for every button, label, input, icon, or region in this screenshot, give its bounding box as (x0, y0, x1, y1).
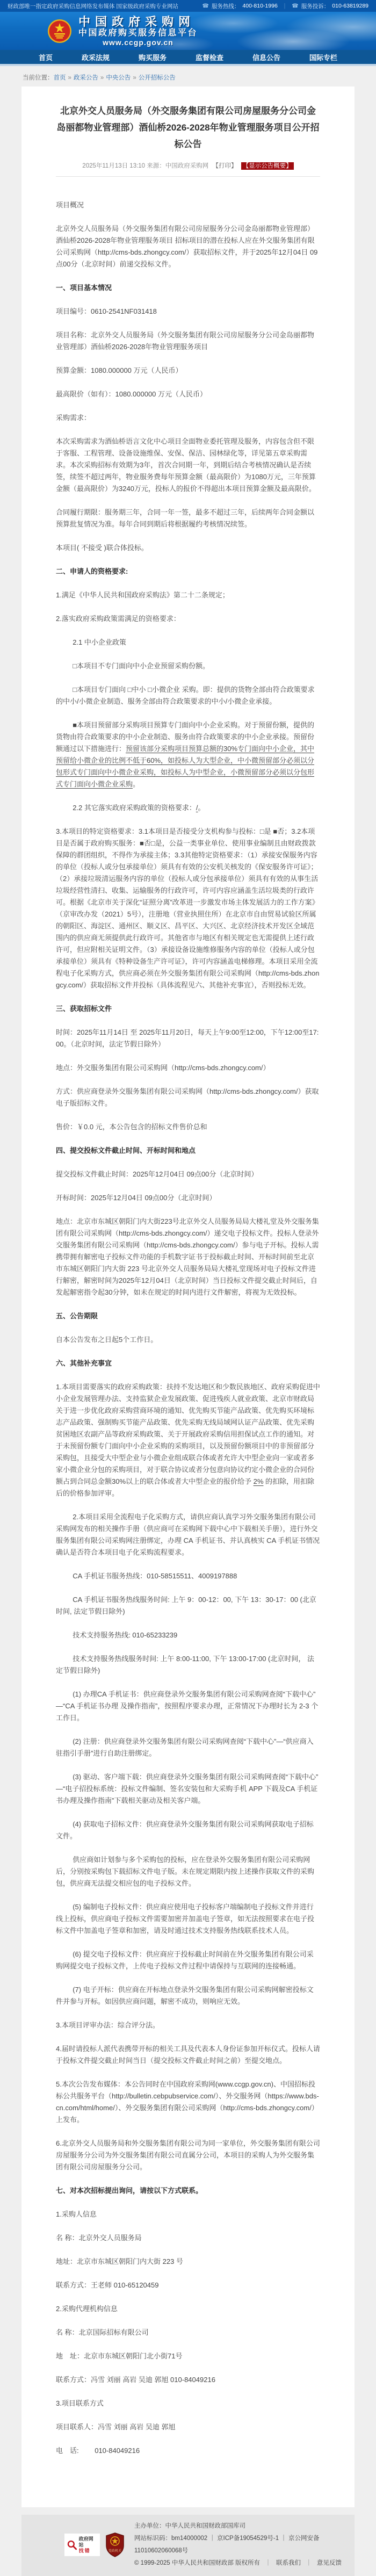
paragraph: 技术支持服务热线服务时间: 上午 8:00-11:00, 下午 13:00-17:00 (北京时间， 法定节假日除外) (56, 1655, 315, 1675)
section-heading: 三、获取招标文件 (56, 1005, 112, 1013)
main-nav (0, 50, 376, 64)
print-button[interactable]: 【打印】 (212, 163, 237, 169)
paragraph: 开标时间：2025年12月04日 09点00分（北京时间） (56, 1194, 216, 1202)
paragraph: (1) 办理CA 手机证书：供应商登录外交服务集团有限公司采购网查阅“下载中心”—“CA 手机证书办理 及操作指南”，按照程序要求办理，正常情况下办理时长为 2-3 个工作日。 (56, 1690, 319, 1722)
paragraph: 3.本项目评审办法：综合评分法。 (56, 2021, 160, 2029)
paragraph: (5) 编制电子投标文件：供应商应使用电子投标客户端编制电子投标文件并进行线上投标，供应商电子投标文件需要加密并加盖电子签章，如无法按照要求在电子投标文件中加盖电子签章和加密，请及时通过技术支持服务热线联系技术人员。 (56, 1903, 315, 1935)
nav-item-2[interactable]: 购买服务 (138, 53, 167, 62)
paragraph: 项目编号：0610-2541NF031418 (56, 307, 157, 315)
contact-us-link[interactable]: 联系我们 (276, 2560, 301, 2566)
section-heading: 一、项目基本情况 (56, 284, 112, 292)
site-banner (0, 12, 376, 50)
nav-item-0[interactable]: 首页 (39, 53, 53, 62)
breadcrumb-links (54, 75, 176, 81)
paragraph: 方式：供应商登录外交服务集团有限公司采购网（http://cms-bds.zhongcy.com/）获取电子版招标文件。 (56, 1087, 319, 1107)
hotline-number: 400-810-1996 (242, 3, 278, 9)
paragraph: 技术支持服务热线: 010-65233239 (73, 1631, 178, 1639)
announcement-card (21, 86, 355, 2507)
paragraph: 地 址：北京市东城区朝阳门北小街71号 (56, 2352, 183, 2360)
paragraph: 2.本项目采用全流程电子化采购方式，请供应商认真学习外交服务集团有限公司采购网发布的相关操作手册（供应商可在采购网下载中心中下载相关手册），进行外交服务集团有限公司采购网注册绑定，办理 CA 手机证书、并认真核实 CA 手机证书情况确认是否符合本项目电子化采购流程要求。 (56, 1513, 320, 1556)
site-slogan: 财政部唯一指定政府采购信息网络发布媒体 国家级政府采购专业网站 (8, 3, 178, 10)
footer-site-codes: 网站标识码：bm14000002 ｜ 京ICP备19054529号-1 ｜ 京公网安备11010602060068号 (134, 2535, 320, 2554)
paragraph: 1.采购人信息 (56, 2210, 97, 2218)
paragraph: 售价：￥0.0 元，本公告包含的招标文件售价总和 (56, 1123, 207, 1131)
paragraph: (4) 获取电子招标文件：供应商登录外交服务集团有限公司采购网获取电子招标文件。 (56, 1820, 314, 1840)
breadcrumb-separator: » (68, 75, 71, 81)
paragraph: 地点：外交服务集团有限公司采购网（http://cms-bds.zhongcy.com/） (56, 1064, 270, 1072)
paragraph: 采购需求： (56, 414, 91, 422)
paragraph: 本次采购需求为酒仙桥语言文化中心项目全面物业委托管理及服务，内容包含但不限于客服、工程管理、设备设施维保、安保、保洁、园林绿化等，详见第五章采购需求。本次采购招标有效期为3年，首次合同期一年，到期后结合考核情况确认是否续签，续签不超过两年，物业服务费每年预算金额（最高限价）为1080万元，三年预算金额（最高限价）为3240万元，投标人的报价不得超出本项目预算金额及最高限价。 (56, 437, 316, 493)
breadcrumb (23, 73, 353, 82)
nav-item-5[interactable]: 国际专栏 (309, 53, 337, 62)
breadcrumb-separator: » (100, 75, 104, 81)
divider: ｜ (306, 2560, 312, 2566)
section-heading: 五、公告期限 (56, 1312, 98, 1320)
nav-strip (0, 64, 376, 66)
hotline-label: 服务热线： (211, 3, 240, 10)
paragraph: 2.1 中小企业政策 (73, 638, 126, 646)
breadcrumb-item-2[interactable]: 中央公告 (106, 75, 131, 81)
complaint-label: 服务投诉： (301, 3, 330, 10)
breadcrumb-label: 当前位置： (23, 75, 54, 81)
paragraph: (6) 提交电子投标文件：供应商应于投标截止时间前在外交服务集团有限公司采购网提交电子投标文件，上传电子投标文件过程中请保持与互联网的连接畅通。 (56, 1950, 314, 1970)
paragraph: CA 手机证书服务热线服务时间: 上午 9：00-12：00, 下午 13：30-17：00 (北京 时间, 法定节假日除外) (56, 1596, 316, 1615)
article-meta (56, 161, 320, 170)
paragraph: 6.北京外交人员服务局和外交服务集团有限公司为同一家单位，外交服务集团有限公司房屋服务分公司为外交服务集团有限公司直属分公司，本项目的采购人为外交服务集团有限公司房屋服务分公司。 (56, 2139, 320, 2171)
paragraph: 地址：北京市东城区朝阳门内大街 223 号 (56, 2257, 183, 2265)
site-subtitle: 中国政府购买服务信息平台 (78, 28, 198, 38)
page-footer (21, 2515, 355, 2576)
nav-item-1[interactable]: 政采法规 (81, 53, 110, 62)
breadcrumb-item-1[interactable]: 政采公告 (73, 75, 98, 81)
site-url: www.ccgp.gov.cn (103, 38, 173, 47)
paragraph: 名 称：北京外交人员服务局 (56, 2234, 142, 2242)
top-bar (0, 0, 376, 12)
nav-item-4[interactable]: 信息公告 (252, 53, 280, 62)
breadcrumb-item-3[interactable]: 公开招标公告 (138, 75, 176, 81)
paragraph: 最高限价（如有）：1080.000000 万元（人民币） (56, 390, 207, 398)
magnifier-icon (67, 2539, 77, 2550)
paragraph: 3.本项目的特定资格要求：3.1本项目是否接受分支机构参与投标：□是 ■否；3.2本项目是否属于政府购买服务：■否□是，公益一类事业单位、使用事业编制且由财政拨款保障的群团组织，不得作为承接主体；3.3其他特定资格要求：（1）承接安保服务内容的单位（投标人或分包承接单位）须具有有效的公安机关核发的《保安服务许可证》；（2）承接垃圾清运服务内容的单位（投标人或分包承接单位）须具有有效的从事生活垃圾经营性清扫、收集、运输服务的行政许可，许可内容应涵盖生活垃圾类的行政许可。根据《北京市关于深化“证照分离”改革进一步激发市场主体发展活力的工作方案》（京审改办发（2021）5号），注册地（营业执照住所）在北京市自由贸易试验区所属的朝阳区、海淀区、通州区、顺义区、昌平区、大兴区、北京经济技术开发区全域范围内的供应商无须提供此行政许可。其他省市与地区有相关规定也无需提供上述行政许可，但应附相关证明文件。（3）承接设备设施维修服务内容的单位（投标人或分包承接单位）须具有《特种设备生产许可证》，许可内容涵盖电梯修理。本项目采用全流程电子化采购方式，供应商必须在外交服务集团有限公司采购网（http://cms-bds.zhongcy.com/）获取招标文件并投标（具体流程见六、其他补充事宜），否则投标无效。 (56, 827, 320, 989)
site-error-report-badge[interactable] (64, 2534, 100, 2556)
section-heading: 二、申请人的资格要求: (56, 567, 128, 575)
section-heading: 四、提交投标文件截止时间、开标时间和地点 (56, 1146, 196, 1154)
paragraph: 北京外交人员服务局（外交服务集团有限公司房屋服务分公司金岛丽都物业管理部）酒仙桥2026-2028年物业管理服务项目 招标项目的潜在投标人应在外交服务集团有限公司采购网（http://cms-bds.zhongcy.com/）获取招标文件，并于2025年12月04日 09点00分（北京时间）前递交投标文件。 (56, 225, 318, 268)
divider: ｜ (281, 3, 288, 10)
breadcrumb-item-0[interactable]: 首页 (53, 75, 66, 81)
footer-copyright-row (134, 2557, 355, 2570)
paragraph: (3) 驱动、客户端下载：供应商登录外交服务集团有限公司采购网查阅“下载中心”—“电子招投标系统：投标文件编制、签名安装包和大采购手机 APP 下载及CA 手机证书办理及操作指南”下载相关驱动及相关客户端。 (56, 1773, 319, 1805)
paragraph: 时间：2025年11月14日 至 2025年11月20日，每天上午9:00至12:00，下午12:00至17:00。（北京时间，法定节假日除外） (56, 1028, 319, 1048)
footer-text (134, 2520, 355, 2570)
publish-datetime: 2025年11月13日 13:10 (82, 163, 146, 169)
complaint-number: 010-63819289 (332, 3, 368, 9)
section-heading: 六、其他补充事宜 (56, 1359, 112, 1367)
paragraph: □本项目专门面向 □中小 □小微企业 采购。即：提供的货物全部由符合政策要求的中小/小微企业制造、服务全部由符合政策要求的中小/小微企业承接。 (56, 686, 315, 705)
site-name: 中国政府采购网 (78, 15, 196, 28)
section-heading: 七、对本次招标提出询问，请按以下方式联系。 (56, 2187, 203, 2195)
show-summary-button[interactable]: 【显示公告概要】 (241, 162, 294, 170)
paragraph: 2.采购代理机构信息 (56, 2305, 118, 2313)
feedback-link[interactable]: 意见反馈 (316, 2560, 342, 2566)
paragraph: 4.届时请投标人派代表携带开标的相关工具及代表本人身份证参加开标仪式。投标人请于投标文件提交截止时间当日（提交投标文件截止时间之前）至提交地点。 (56, 2045, 320, 2065)
badge-text-2: 找错 (78, 2548, 91, 2553)
shield-label: 党政机关 (108, 2550, 122, 2553)
paragraph: 名 称：北京国际招标有限公司 (56, 2328, 149, 2336)
paragraph: 提交投标文件截止时间：2025年12月04日 09点00分（北京时间） (56, 1170, 258, 1178)
national-emblem-icon (47, 19, 72, 44)
paragraph: 2.2 其它落实政府采购政策的资格要求：/。 (73, 804, 205, 812)
paragraph: ■本项目预留部分采购项目预算专门面向中小企业采购。对于预留份额，提供的货物由符合政策要求的中小企业制造、服务由符合政策要求的中小企业承接。预留份额通过以下措施进行：预留该部分采购项目预算总额的30%专门面向中小企业，其中预留给小微企业的比例不低于60%，如投标人为大型企业，中小微预留部分必须以分包形式专门面向中小微企业采购，如投标人为中型企业，小微预留部分必须以分包形式专门面向小微企业采购。 (56, 721, 315, 788)
paragraph: 供应商如计划参与多个采购包的投标，应在登录外交服务集团有限公司采购网后，分别按采购包下载招标文件电子版。未在规定期限内按上述操作获取文件的采购包，供应商无法提交相应包的电子投标文件。 (56, 1856, 315, 1887)
page-title: 北京外交人员服务局（外交服务集团有限公司房屋服务分公司金岛丽都物业管理部）酒仙桥2026-2028年物业管理服务项目公开招标公告 (56, 106, 320, 149)
breadcrumb-separator: » (133, 75, 136, 81)
paragraph: 自本公告发布之日起5个工作日。 (56, 1336, 158, 1344)
footer-organizer: 主办单位：中华人民共和国财政部国库司 (134, 2523, 245, 2529)
paragraph: 5.本次公告发布媒体：本公告同时在中国政府采购网(www.ccgp.gov.cn)、中国招标投标公共服务平台（http://bulletin.cebpubservice.com/）、外交服务网（https://www.bds-cn.com/html/home/）、外交服务集团有限公司采购网（http://cms-bds.zhongcy.com/）上发布。 (56, 2080, 319, 2124)
paragraph: 1.满足《中华人民共和国政府采购法》第二十二条规定； (56, 591, 229, 599)
paragraph: 预算金额：1080.000000 万元（人民币） (56, 366, 183, 374)
paragraph: (2) 注册：供应商登录外交服务集团有限公司采购网查阅“下载中心”—“供应商入驻指引手册”进行自助注册绑定。 (56, 1737, 314, 1757)
footer-badges (64, 2532, 125, 2557)
badge-text-1: 政府网站 (78, 2536, 93, 2548)
article-body (56, 180, 320, 2457)
paragraph: 合同履行期限：服务期三年，合同一年一签，最多不超过三年，后续两年合同金额以预算批复情况为准。每年合同到期后将根据履约考核情况续签。 (56, 508, 315, 528)
divider: ｜ (265, 2560, 271, 2566)
phone-icon: ☎ (202, 3, 209, 9)
paragraph: CA 手机证书服务热线：010-58515511、4009197888 (73, 1572, 237, 1580)
paragraph: 电 话: 010-84049216 (56, 2447, 140, 2455)
paragraph: 本项目( 不接受 )联合体投标。 (56, 544, 148, 552)
paragraph: 3.项目联系方式 (56, 2399, 104, 2407)
paragraph: (7) 电子开标：供应商在开标地点登录外交服务集团有限公司采购网解密投标文件并参与开标。如因供应商问题，解密不成功，则响应无效。 (56, 1986, 314, 2005)
article-source: 来源：中国政府采购网 (147, 163, 209, 169)
paragraph: 联系方式：冯雪 刘丽 高岩 吴迪 郭旭 010-84049216 (56, 2376, 215, 2384)
paragraph: 项目名称：北京外交人员服务局（外交服务集团有限公司房屋服务分公司金岛丽都物业管理部）酒仙桥2026-2028年物业管理服务项目 (56, 331, 315, 351)
divider (56, 176, 320, 177)
paragraph: □本项目不专门面向中小企业预留采购份额。 (73, 662, 210, 670)
phone-icon: ☎ (292, 3, 299, 9)
paragraph: 2.落实政府采购政策需满足的资格要求： (56, 615, 180, 623)
footer-copyright: © 1999-2025 中华人民共和国财政部 版权所有 (134, 2560, 261, 2566)
party-government-shield-icon[interactable] (105, 2532, 125, 2557)
paragraph: 1.本项目需要落实的政府采购政策：扶持不发达地区和少数民族地区、政府采购促进中小企业发展管理办法、支持监狱企业发展政策、促进残疾人就业政策、北京市财政局关于进一步优化政府采购营商环境的通知、优先购买节能产品政策、优先购买环境标志产品政策、强制购买节能产品政策、优先采购无线局域网认证产品政策、优先采购贫困地区农副产品等政府采购政策、关于开展政府采购信用担保试点工作的通知。对于未预留份额专门面向中小企业采购的采购项目，以及预留份额项目中的非预留部分采购包，且接受大中型企业与小微企业组成联合体或者允许大中型企业向一家或者多家小微企业分包的采购项目，对于联合协议或者分包意向协议约定小微企业的合同份额占到合同总金额30%以上的联合体或者大中型企业的报价给予 2% 的扣除，用扣除后的价格参加评审。 (56, 1383, 320, 1497)
paragraph: 项目概况 (56, 201, 84, 209)
site-logo[interactable] (47, 15, 198, 47)
paragraph: 联系方式：王老师 010-65120459 (56, 2281, 159, 2289)
nav-item-3[interactable]: 监督检查 (195, 53, 223, 62)
paragraph: 项目联系人：冯雪 刘丽 高岩 吴迪 郭旭 (56, 2423, 176, 2431)
paragraph: 地点：北京市东城区朝阳门内大街223号北京外交人员服务局局大楼礼堂及外交服务集团有限公司采购网（http://cms-bds.zhongcy.com/）递交电子投标文件。投标人登录外交服务集团有限公司采购网（http://cms-bds.zhongcy.com/）参与电子开标。投标人需携带拥有解密电子投标文件功能的手机数字证书于投标截止时间、开标时间前至北京市东城区朝阳门内大街 223 号北京外交人员服务局局大楼礼堂现场对电子投标文件进行解密，解密时间为2025年12月04日（北京时间）当日投标文件提交截止时间后，自发起解密指令起30分钟，如未在规定的时间内进行文件解密，将视为无效投标。 (56, 1217, 319, 1296)
